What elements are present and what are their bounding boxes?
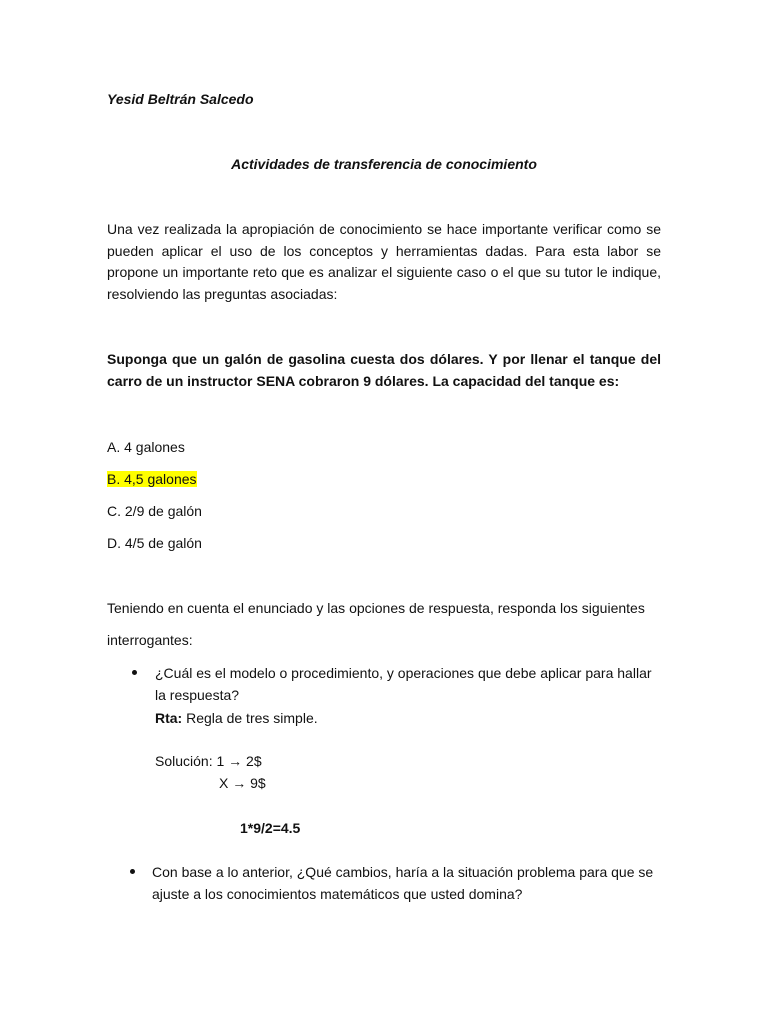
solution-row2-left: X — [219, 775, 233, 791]
arrow-right-icon: → — [228, 753, 243, 769]
solution-row-1 — [155, 751, 262, 771]
solution-formula: 1*9/2=4.5 — [240, 820, 301, 836]
bullet-question-2: Con base a lo anterior, ¿Qué cambios, haría a la situación problema para que se ajuste a los conocimientos matemáticos que usted domina? — [152, 864, 654, 902]
bullet-icon — [130, 869, 135, 874]
option-a: A. 4 galones — [107, 439, 185, 455]
arrow-right-icon: → — [232, 775, 247, 791]
solution-row-2 — [219, 773, 266, 793]
option-b — [107, 469, 197, 489]
instructions-line-1: Teniendo en cuenta el enunciado y las opciones de respuesta, responda los siguientes — [107, 600, 645, 616]
intro-paragraph: Una vez realizada la apropiación de conocimiento se hace importante verificar como se pueden aplicar el uso de los conceptos y herramientas dadas. Para esta labor se propone un importante reto que es analizar el siguiente caso o el que su tutor le indique, resolviendo las preguntas asociadas: — [107, 221, 661, 303]
answer-label: Rta: — [155, 710, 183, 726]
instructions-line-2: interrogantes: — [107, 632, 193, 648]
author-name: Yesid Beltrán Salcedo — [107, 91, 254, 107]
bullet-question-1: ¿Cuál es el modelo o procedimiento, y operaciones que debe aplicar para hallar la respuesta? — [155, 665, 652, 703]
option-b-highlighted-text: B. 4,5 galones — [107, 471, 197, 487]
option-c: C. 2/9 de galón — [107, 503, 202, 519]
bullet-icon — [132, 670, 137, 675]
solution-label: Solución: — [155, 753, 217, 769]
question-paragraph: Suponga que un galón de gasolina cuesta dos dólares. Y por llenar el tanque del carro de un instructor SENA cobraron 9 dólares. La capacidad del tanque es: — [107, 351, 661, 389]
document-title: Actividades de transferencia de conocimiento — [231, 156, 537, 172]
answer-line — [155, 708, 318, 728]
answer-text: Regla de tres simple. — [182, 710, 318, 726]
solution-row1-left: 1 — [216, 753, 229, 769]
option-d: D. 4/5 de galón — [107, 535, 202, 551]
solution-row2-right: 9$ — [246, 775, 266, 791]
solution-row1-right: 2$ — [242, 753, 262, 769]
